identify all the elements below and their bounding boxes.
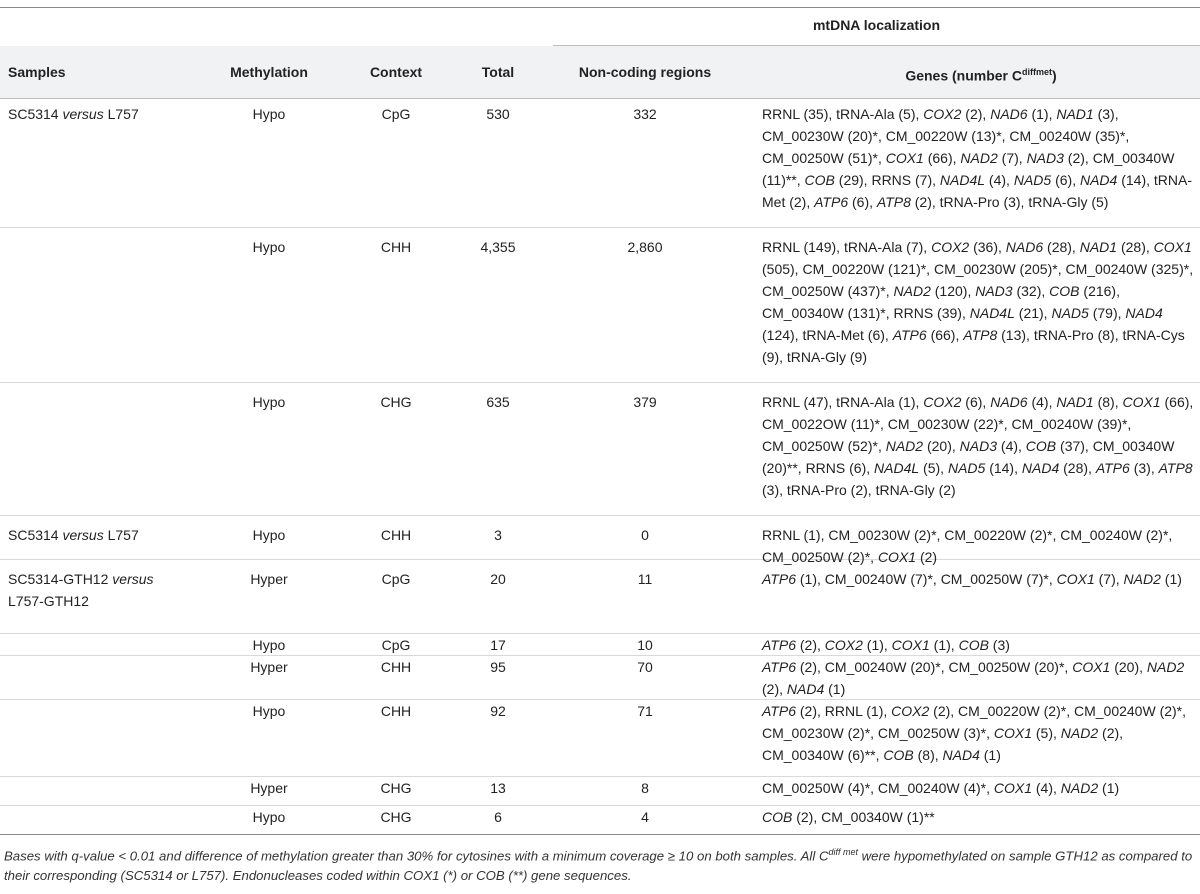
- gene-name: COX1: [993, 725, 1032, 741]
- gene-text: (2), CM_00240W (20)*, CM_00250W (20)*,: [795, 659, 1073, 675]
- samples-header: Samples: [8, 64, 66, 80]
- gene-text: (79),: [1088, 305, 1126, 321]
- sample-cell: [8, 103, 139, 125]
- gene-name: COB: [1025, 438, 1057, 454]
- gene-name: NAD4: [942, 747, 980, 763]
- genes-cell: [762, 634, 1200, 656]
- header-group-rule: [553, 45, 1200, 46]
- gene-text: (8),: [913, 747, 943, 763]
- total-cell: 95: [490, 659, 506, 675]
- sample-versus: versus: [112, 571, 154, 587]
- context-cell: CHG: [380, 394, 412, 410]
- gene-name: NAD4: [786, 681, 825, 697]
- gene-text: (2): [916, 549, 938, 565]
- gene-name: COB: [883, 747, 914, 763]
- methylation-cell: Hyper: [250, 659, 288, 675]
- gene-text: (21),: [1014, 305, 1052, 321]
- gene-text: (8),: [1093, 394, 1123, 410]
- total-cell: 3: [494, 527, 502, 543]
- total-cell: 13: [490, 780, 506, 796]
- gene-text: (1),: [929, 637, 959, 653]
- gene-text: (66), CM_0022OW (11)*, CM_00230W (22)*, CM_00240W (39)*, CM_00250W (52)*,: [762, 394, 1194, 454]
- gene-name: NAD4: [1125, 305, 1163, 321]
- gene-text: (216), CM_00340W (131)*, RRNS (39),: [762, 283, 1120, 321]
- gene-text: (5),: [919, 460, 948, 476]
- gene-name: COX1: [885, 150, 924, 166]
- gene-name: COX1: [1153, 239, 1192, 255]
- total-cell: 6: [494, 809, 502, 825]
- gene-text: (7),: [997, 150, 1027, 166]
- gene-name: COX1: [1056, 571, 1095, 587]
- row-separator: [0, 515, 1200, 516]
- context-cell: CpG: [381, 571, 411, 587]
- gene-name: ATP6: [892, 327, 927, 343]
- gene-text: (20),: [1110, 659, 1147, 675]
- table-bottom-rule: [0, 834, 1200, 835]
- genes-cell: [762, 236, 1200, 368]
- noncoding-cell: 0: [641, 527, 649, 543]
- methylation-cell: Hypo: [252, 239, 286, 255]
- gene-text: RRNL (35), tRNA-Ala (5),: [762, 106, 924, 122]
- gene-name: COB: [804, 172, 835, 188]
- gene-text: (1): [824, 681, 846, 697]
- gene-text: (1): [1098, 780, 1120, 796]
- methylation-cell: Hypo: [252, 809, 286, 825]
- gene-name: NAD4L: [969, 305, 1015, 321]
- gene-text: (1): [979, 747, 1001, 763]
- gene-name: NAD2: [1060, 780, 1099, 796]
- gene-name: NAD4L: [939, 172, 986, 188]
- gene-text: (2), CM_00340W (11)**,: [762, 150, 1175, 188]
- gene-text: (3): [988, 637, 1010, 653]
- gene-text: (6),: [848, 194, 877, 210]
- genes-cell: [762, 806, 1200, 828]
- gene-text: (120),: [930, 283, 976, 299]
- gene-text: (6),: [1051, 172, 1080, 188]
- gene-name: NAD2: [1060, 725, 1099, 741]
- genes-cell: [762, 700, 1200, 766]
- context-cell: CHH: [380, 239, 412, 255]
- context-header: Context: [369, 64, 423, 80]
- gene-name: ATP6: [814, 194, 849, 210]
- gene-name: COX2: [923, 394, 962, 410]
- row-separator: [0, 227, 1200, 228]
- gene-name: NAD2: [960, 150, 998, 166]
- total-cell: 635: [486, 394, 510, 410]
- gene-name: COB: [762, 809, 793, 825]
- footnote-geq: ≥: [667, 848, 676, 864]
- noncoding-cell: 332: [633, 106, 657, 122]
- gene-name: NAD2: [1123, 571, 1161, 587]
- gene-text: RRNL (149), tRNA-Ala (7),: [762, 239, 932, 255]
- gene-text: (2),: [762, 681, 787, 697]
- noncoding-cell: 379: [633, 394, 657, 410]
- row-separator: [0, 382, 1200, 383]
- gene-name: NAD1: [1056, 394, 1094, 410]
- gene-text: CM_00250W (4)*, CM_00240W (4)*,: [762, 780, 994, 796]
- gene-text: (32),: [1012, 283, 1050, 299]
- noncoding-cell: 8: [641, 780, 649, 796]
- gene-text: (2), CM_00340W (6)**,: [762, 725, 1124, 763]
- gene-name: COX2: [923, 106, 962, 122]
- methylation-cell: Hyper: [250, 571, 288, 587]
- noncoding-cell: 71: [637, 703, 653, 719]
- gene-name: ATP6: [762, 703, 796, 719]
- genes-cell: [762, 391, 1200, 501]
- gene-name: NAD4: [1079, 172, 1118, 188]
- gene-name: NAD5: [1051, 305, 1089, 321]
- total-cell: 530: [486, 106, 510, 122]
- gene-name: NAD3: [975, 283, 1013, 299]
- gene-name: NAD5: [947, 460, 986, 476]
- gene-name: COB: [1049, 283, 1080, 299]
- gene-text: (66),: [923, 150, 961, 166]
- gene-name: NAD1: [1079, 239, 1118, 255]
- gene-name: NAD3: [1026, 150, 1064, 166]
- gene-text: (14), tRNA-Met (2),: [762, 172, 1193, 210]
- sample-name: SC5314-GTH12: [8, 571, 113, 587]
- context-cell: CpG: [381, 106, 411, 122]
- noncoding-cell: 11: [637, 571, 653, 587]
- table-top-rule: [0, 7, 1200, 8]
- gene-name: COX1: [1122, 394, 1161, 410]
- sample-versus: versus: [62, 106, 104, 122]
- gene-name: COX2: [931, 239, 970, 255]
- gene-text: (1),: [1027, 106, 1057, 122]
- gene-name: NAD1: [1056, 106, 1094, 122]
- sample-cell: [8, 568, 154, 612]
- noncoding-cell: 70: [637, 659, 653, 675]
- gene-name: ATP6: [1095, 460, 1130, 476]
- gene-name: ATP6: [762, 659, 796, 675]
- gene-text: (7),: [1094, 571, 1124, 587]
- gene-text: (36),: [969, 239, 1006, 255]
- gene-text: (2), RRNL (1),: [795, 703, 892, 719]
- gene-text: (2), CM_00340W (1)**: [792, 809, 935, 825]
- gene-text: (6),: [961, 394, 991, 410]
- methylation-cell: Hyper: [250, 780, 288, 796]
- gene-text: (505), CM_00220W (121)*, CM_00230W (205)*, CM_00240W (325)*, CM_00250W (437)*,: [762, 261, 1194, 299]
- gene-text: (29), RRNS (7),: [834, 172, 940, 188]
- context-cell: CHG: [380, 809, 412, 825]
- footnote-sup: diff met: [828, 847, 858, 857]
- gene-name: NAD2: [1146, 659, 1185, 675]
- sample-name-b: L757: [103, 527, 139, 543]
- gene-text: (4),: [1032, 780, 1061, 796]
- gene-text: (1),: [862, 637, 892, 653]
- gene-name: ATP8: [876, 194, 911, 210]
- sample-name-b: L757: [103, 106, 139, 122]
- sample-name-line2: L757-GTH12: [8, 593, 89, 609]
- gene-text: (3),: [1129, 460, 1159, 476]
- gene-name: NAD6: [990, 106, 1028, 122]
- noncoding-cell: 10: [637, 637, 653, 653]
- gene-text: (4),: [985, 172, 1014, 188]
- genes-cell: [762, 656, 1200, 700]
- gene-name: ATP8: [963, 327, 998, 343]
- gene-name: COX1: [877, 549, 917, 565]
- gene-text: RRNL (1), CM_00230W (2)*, CM_00220W (2)*, CM_00240W (2)*, CM_00250W (2)*,: [762, 527, 1173, 565]
- gene-name: ATP6: [762, 571, 796, 587]
- methylation-header: Methylation: [230, 64, 308, 80]
- gene-text: (1), CM_00240W (7)*, CM_00250W (7)*,: [795, 571, 1057, 587]
- context-cell: CpG: [381, 637, 411, 653]
- gene-text: (4),: [997, 438, 1026, 454]
- methylation-cell: Hypo: [252, 106, 286, 122]
- total-cell: 92: [490, 703, 506, 719]
- sample-name: SC5314: [8, 106, 63, 122]
- gene-text: (1): [1160, 571, 1182, 587]
- genes-cell: [762, 777, 1200, 799]
- gene-name: NAD5: [1013, 172, 1052, 188]
- genes-header-close: ): [1052, 67, 1057, 84]
- gene-name: NAD4L: [874, 460, 920, 476]
- gene-name: COX1: [993, 780, 1032, 796]
- context-cell: CHH: [380, 703, 412, 719]
- gene-text: (28),: [1059, 460, 1096, 476]
- total-cell: 4,355: [480, 239, 516, 255]
- genes-cell: [762, 524, 1200, 568]
- gene-text: (37), CM_00340W (20)**, RRNS (6),: [762, 438, 1175, 476]
- gene-name: ATP8: [1158, 460, 1193, 476]
- sample-cell: [8, 524, 139, 546]
- methylation-cell: Hypo: [252, 394, 286, 410]
- total-cell: 17: [490, 637, 506, 653]
- gene-name: NAD2: [893, 283, 931, 299]
- gene-text: (13), tRNA-Pro (8), tRNA-Cys (9), tRNA-Gly (9): [762, 327, 1185, 365]
- methylation-cell: Hypo: [252, 637, 286, 653]
- sample-name: SC5314: [8, 527, 63, 543]
- gene-name: NAD4: [1021, 460, 1060, 476]
- gene-text: (4),: [1027, 394, 1057, 410]
- gene-name: COX2: [824, 637, 863, 653]
- mtdna-localization-header: mtDNA localization: [812, 17, 941, 33]
- context-cell: CHH: [380, 659, 412, 675]
- genes-cell: [762, 568, 1200, 590]
- total-cell: 20: [490, 571, 506, 587]
- gene-text: (2), CM_00220W (2)*, CM_00240W (2)*, CM_00230W (2)*, CM_00250W (3)*,: [762, 703, 1187, 741]
- total-header: Total: [481, 64, 515, 80]
- gene-text: (2),: [961, 106, 991, 122]
- context-cell: CHH: [380, 527, 412, 543]
- gene-text: (2),: [795, 637, 825, 653]
- gene-text: (20),: [923, 438, 960, 454]
- gene-name: NAD6: [990, 394, 1028, 410]
- gene-name: COX1: [1072, 659, 1111, 675]
- noncoding-header: Non-coding regions: [578, 64, 712, 80]
- gene-text: (5),: [1032, 725, 1061, 741]
- genes-header: [762, 63, 1200, 85]
- gene-text: (2), tRNA-Pro (3), tRNA-Gly (5): [910, 194, 1109, 210]
- header-bottom-rule: [0, 98, 1200, 99]
- genes-header-text: Genes (number C: [905, 67, 1023, 84]
- gene-name: NAD2: [885, 438, 924, 454]
- genes-header-sup: diffmet: [1022, 67, 1053, 77]
- gene-text: (66),: [926, 327, 964, 343]
- gene-text: (14),: [985, 460, 1022, 476]
- gene-name: NAD6: [1005, 239, 1044, 255]
- gene-name: ATP6: [762, 637, 796, 653]
- gene-text: (28),: [1117, 239, 1154, 255]
- noncoding-cell: 4: [641, 809, 649, 825]
- gene-text: (28),: [1043, 239, 1080, 255]
- gene-name: COB: [958, 637, 989, 653]
- gene-name: COX1: [891, 637, 930, 653]
- footnote-part1: Bases with q-value < 0.01 and difference of methylation greater than 30% for cytosines with a minimum coverage: [4, 848, 668, 864]
- sample-versus: versus: [62, 527, 104, 543]
- context-cell: CHG: [380, 780, 412, 796]
- table-footnote: [4, 842, 1196, 886]
- gene-name: NAD3: [959, 438, 998, 454]
- methylation-cell: Hypo: [252, 527, 286, 543]
- gene-text: (3), CM_00230W (20)*, CM_00220W (13)*, CM_00240W (35)*, CM_00250W (51)*,: [762, 106, 1130, 166]
- footnote-part2: 10 on both samples. All C: [675, 848, 829, 864]
- footnote-part3: were hypomethylated on sample GTH12 as compared to their corresponding (SC5314 or L757). Endonucleases coded within COX1 (*) or COB (**) gene sequences.: [4, 848, 1193, 884]
- noncoding-cell: 2,860: [627, 239, 663, 255]
- methylation-cell: Hypo: [252, 703, 286, 719]
- gene-text: RRNL (47), tRNA-Ala (1),: [762, 394, 924, 410]
- gene-name: COX2: [891, 703, 930, 719]
- gene-text: (3), tRNA-Pro (2), tRNA-Gly (2): [762, 482, 956, 498]
- genes-cell: [762, 103, 1200, 213]
- gene-text: (124), tRNA-Met (6),: [762, 327, 893, 343]
